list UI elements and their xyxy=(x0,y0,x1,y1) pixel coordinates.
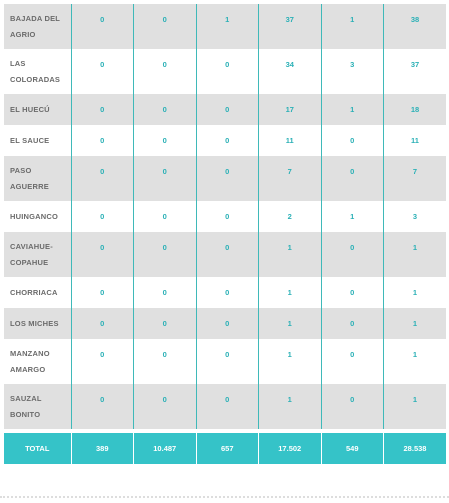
value-cell: 0 xyxy=(196,384,259,429)
locality-name-line2: AMARGO xyxy=(10,364,46,374)
value-cell: 1 xyxy=(384,277,447,308)
table-row xyxy=(4,308,446,339)
locality-name-line1: PASO xyxy=(10,165,32,175)
value-cell: 0 xyxy=(196,308,259,339)
value-cell: 0 xyxy=(134,308,197,339)
locality-name-cell xyxy=(4,156,71,201)
table-row xyxy=(4,4,446,49)
locality-name-cell xyxy=(4,4,71,49)
locality-name-cell xyxy=(4,125,71,156)
value-cell: 3 xyxy=(321,49,384,94)
value-cell: 2 xyxy=(259,201,322,232)
value-cell: 38 xyxy=(384,4,447,49)
locality-name-line1: BAJADA DEL xyxy=(10,13,61,23)
total-value-cell: 549 xyxy=(321,433,384,464)
locality-name-cell xyxy=(4,49,71,94)
locality-name-line2: AGUERRE xyxy=(10,181,49,191)
value-cell: 1 xyxy=(384,232,447,277)
table-row xyxy=(4,125,446,156)
table-row xyxy=(4,49,446,94)
value-cell: 0 xyxy=(196,49,259,94)
locality-name-cell xyxy=(4,232,71,277)
value-cell: 0 xyxy=(321,308,384,339)
value-cell: 0 xyxy=(134,49,197,94)
locality-name-line1: CAVIAHUE- xyxy=(10,241,53,251)
value-cell: 0 xyxy=(196,232,259,277)
footer-dotted-line xyxy=(0,496,449,501)
total-label: TOTAL xyxy=(4,433,71,464)
value-cell: 0 xyxy=(196,201,259,232)
value-cell: 0 xyxy=(321,232,384,277)
value-cell: 1 xyxy=(259,277,322,308)
value-cell: 34 xyxy=(259,49,322,94)
total-value-cell: 28.538 xyxy=(384,433,447,464)
value-cell: 0 xyxy=(196,277,259,308)
locality-name-cell xyxy=(4,384,71,429)
locality-name-line1: SAUZAL xyxy=(10,393,42,403)
locality-name-line2: BONITO xyxy=(10,409,41,419)
locality-name-line2: AGRIO xyxy=(10,29,36,39)
table-row xyxy=(4,232,446,277)
value-cell: 11 xyxy=(259,125,322,156)
value-cell: 0 xyxy=(134,125,197,156)
table-row xyxy=(4,277,446,308)
locality-table xyxy=(4,4,446,464)
value-cell: 0 xyxy=(134,384,197,429)
value-cell: 0 xyxy=(71,201,134,232)
value-cell: 18 xyxy=(384,94,447,125)
value-cell: 0 xyxy=(134,232,197,277)
value-cell: 1 xyxy=(321,201,384,232)
value-cell: 1 xyxy=(259,384,322,429)
table-row xyxy=(4,201,446,232)
locality-name-line1: CHORRIACA xyxy=(10,287,58,297)
value-cell: 1 xyxy=(384,308,447,339)
value-cell: 0 xyxy=(71,125,134,156)
value-cell: 0 xyxy=(134,4,197,49)
locality-name-line2: COLORADAS xyxy=(10,74,61,84)
locality-name-cell xyxy=(4,308,71,339)
value-cell: 0 xyxy=(196,339,259,384)
locality-name-line1: EL SAUCE xyxy=(10,135,50,145)
value-cell: 0 xyxy=(134,339,197,384)
value-cell: 0 xyxy=(321,339,384,384)
locality-name-line1: LOS MICHES xyxy=(10,318,59,328)
value-cell: 3 xyxy=(384,201,447,232)
value-cell: 0 xyxy=(71,49,134,94)
value-cell: 1 xyxy=(321,94,384,125)
value-cell: 0 xyxy=(196,125,259,156)
value-cell: 0 xyxy=(71,4,134,49)
value-cell: 7 xyxy=(384,156,447,201)
locality-name-cell xyxy=(4,94,71,125)
value-cell: 37 xyxy=(384,49,447,94)
total-row xyxy=(4,433,446,464)
value-cell: 11 xyxy=(384,125,447,156)
locality-name-cell xyxy=(4,339,71,384)
value-cell: 1 xyxy=(196,4,259,49)
table-row xyxy=(4,384,446,429)
locality-table-container xyxy=(4,4,446,464)
table-row xyxy=(4,94,446,125)
total-value-cell: 657 xyxy=(196,433,259,464)
value-cell: 37 xyxy=(259,4,322,49)
value-cell: 0 xyxy=(321,156,384,201)
value-cell: 0 xyxy=(134,156,197,201)
value-cell: 0 xyxy=(71,384,134,429)
value-cell: 17 xyxy=(259,94,322,125)
value-cell: 0 xyxy=(321,277,384,308)
value-cell: 1 xyxy=(259,232,322,277)
table-row xyxy=(4,339,446,384)
total-value-cell: 10.487 xyxy=(134,433,197,464)
value-cell: 1 xyxy=(384,339,447,384)
locality-name-cell xyxy=(4,201,71,232)
value-cell: 7 xyxy=(259,156,322,201)
locality-name-line1: EL HUECÚ xyxy=(10,104,50,114)
value-cell: 0 xyxy=(196,156,259,201)
value-cell: 1 xyxy=(259,308,322,339)
value-cell: 1 xyxy=(259,339,322,384)
value-cell: 0 xyxy=(71,232,134,277)
value-cell: 0 xyxy=(71,339,134,384)
value-cell: 0 xyxy=(71,277,134,308)
locality-name-line1: LAS xyxy=(10,58,26,68)
value-cell: 0 xyxy=(321,384,384,429)
total-value-cell: 17.502 xyxy=(259,433,322,464)
total-value-cell: 389 xyxy=(71,433,134,464)
value-cell: 0 xyxy=(196,94,259,125)
value-cell: 1 xyxy=(384,384,447,429)
value-cell: 0 xyxy=(134,277,197,308)
locality-name-line1: HUINGANCO xyxy=(10,211,59,221)
locality-name-cell xyxy=(4,277,71,308)
table-row xyxy=(4,156,446,201)
value-cell: 0 xyxy=(71,308,134,339)
value-cell: 0 xyxy=(134,94,197,125)
value-cell: 0 xyxy=(321,125,384,156)
value-cell: 1 xyxy=(321,4,384,49)
value-cell: 0 xyxy=(71,94,134,125)
value-cell: 0 xyxy=(71,156,134,201)
value-cell: 0 xyxy=(134,201,197,232)
locality-name-line2: COPAHUE xyxy=(10,257,49,267)
locality-name-line1: MANZANO xyxy=(10,348,50,358)
